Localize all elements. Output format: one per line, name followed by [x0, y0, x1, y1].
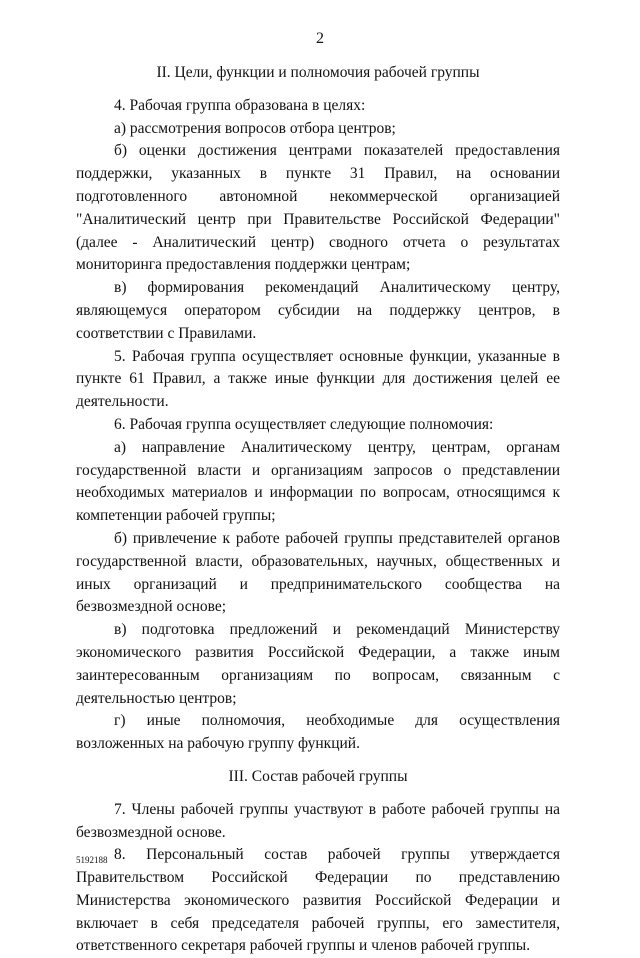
document-code: 5192188 [76, 855, 108, 865]
paragraph-6: 6. Рабочая группа осуществляет следующие полномочия: [114, 415, 494, 433]
paragraph-4b: б) оценки достижения центрами показателей предоставления поддержки, указанных в пункте 31 Правил, на основании подготовленного автономной некоммерческой организацией "Аналитический центр при Правительстве Российской Федерации" (далее - Аналитический центр) сводного отчета о результатах мониторинга предоставления поддержки центрам; [76, 142, 560, 274]
document-body [76, 62, 560, 958]
page-number: 2 [316, 30, 324, 47]
paragraph-5: 5. Рабочая группа осуществляет основные функции, указанные в пункте 61 Правил, а также иные функции для достижения целей ее деятельности. [76, 347, 560, 411]
paragraph-7: 7. Члены рабочей группы участвуют в работе рабочей группы на безвозмездной основе. [76, 800, 560, 841]
paragraph-4v: в) формирования рекомендаций Аналитическому центру, являющемуся оператором субсидии на поддержку центров, в соответствии с Правилами. [76, 279, 560, 342]
section-2-body [76, 95, 560, 756]
paragraph-6a: а) направление Аналитическому центру, центрам, органам государственной власти и организациям запросов о представлении необходимых материалов и информации по вопросам, относящимся к компетенции рабочей группы; [76, 438, 560, 525]
section-2-title: II. Цели, функции и полномочия рабочей группы [156, 64, 480, 81]
paragraph-6g: г) иные полномочия, необходимые для осуществления возложенных на рабочую группу функций. [76, 712, 560, 753]
section-3-body [76, 799, 560, 958]
paragraph-4: 4. Рабочая группа образована в целях: [114, 96, 366, 114]
paragraph-6b: б) привлечение к работе рабочей группы представителей органов государственной власти, образовательных, научных, общественных и иных организаций и предпринимательского сообщества на безвозмездной основе; [76, 529, 560, 616]
paragraph-8: 8. Персональный состав рабочей группы утверждается Правительством Российской Федерации по представлению Министерства экономического развития Российской Федерации и включает в себя председателя рабочей группы, его заместителя, ответственного секретаря рабочей группы и членов рабочей группы. [76, 846, 560, 955]
paragraph-6v: в) подготовка предложений и рекомендаций Министерству экономического развития Российской Федерации, а также иным заинтересованным организациям по вопросам, связанным с деятельностью центров; [76, 621, 560, 707]
paragraph-4a: а) рассмотрения вопросов отбора центров; [114, 119, 396, 137]
section-3-title: III. Состав рабочей группы [228, 767, 408, 785]
